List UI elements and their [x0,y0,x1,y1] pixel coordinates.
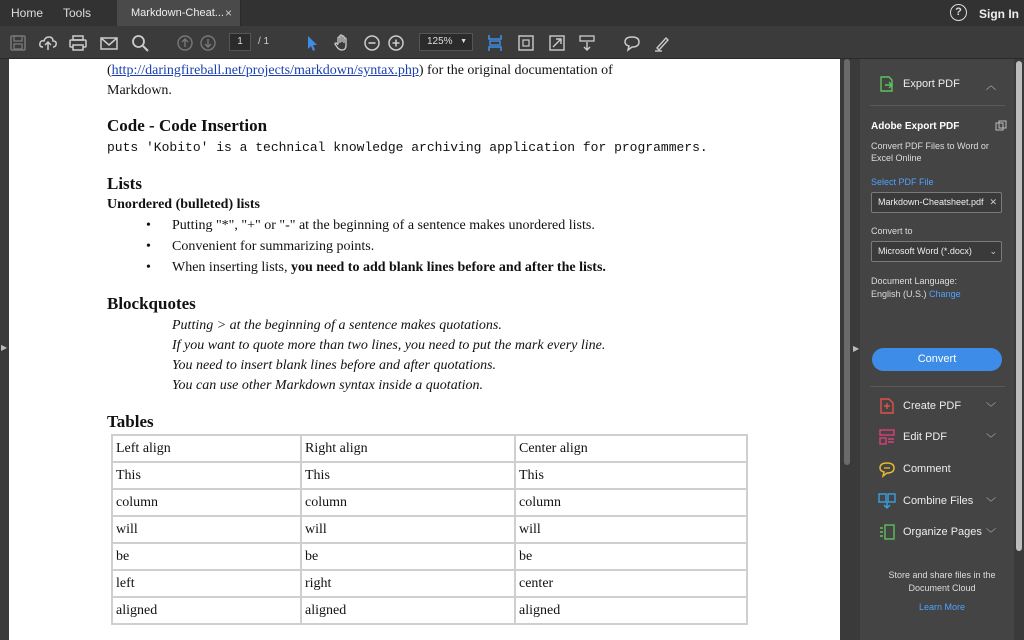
hand-tool-icon[interactable] [332,33,352,53]
page-total: / 1 [258,36,270,47]
list-item: • Putting "*", "+" or "-" at the beginning of a sentence makes unordered lists. [146,218,595,233]
blockquotes-heading: Blockquotes [107,294,196,313]
table-cell: aligned [112,597,301,624]
chevron-down-icon: ⌄ [989,246,997,256]
table-cell: left [112,570,301,597]
convert-to-label: Convert to [871,226,913,236]
comment-tool[interactable] [860,454,1014,484]
edit-pdf-icon [878,428,896,446]
table-cell: This [301,462,515,489]
table-cell: be [112,543,301,570]
table-cell: be [515,543,747,570]
document-tab-label: Markdown-Cheat... [131,7,224,19]
save-icon[interactable] [8,33,28,53]
quote-line: If you want to quote more than two lines, you need to put the mark every line. [172,338,606,353]
code-line: puts 'Kobito' is a technical knowledge archiving application for programmers. [107,140,708,155]
convert-to-value: Microsoft Word (*.docx) [878,246,972,256]
chevron-down-icon[interactable]: ﹀ [986,529,996,540]
comment-label: Comment [903,463,951,475]
export-pdf-tool[interactable] [860,69,1014,99]
chevron-down-icon: ▼ [460,38,467,45]
cloud-upload-icon[interactable] [38,33,58,53]
table-row [112,516,747,543]
create-pdf-label: Create PDF [903,400,962,412]
organize-pages-label: Organize Pages [903,526,982,538]
collapse-panel-icon[interactable]: ▶ [853,344,860,353]
read-mode-icon[interactable] [577,33,597,53]
create-pdf-tool[interactable] [860,391,1014,421]
comment-bubble-icon [878,460,896,478]
document-tab[interactable] [117,0,241,26]
chevron-down-icon[interactable]: ﹀ [986,403,996,414]
table-cell: will [515,516,747,543]
selected-file-name: Markdown-Cheatsheet.pdf [878,197,984,207]
document-viewport[interactable] [0,59,852,640]
full-screen-icon[interactable] [547,33,567,53]
table-row [112,543,747,570]
panel-splitter[interactable] [852,59,860,640]
tools-pane-scrollbar[interactable] [1014,59,1024,640]
document-scrollbar-thumb[interactable] [844,59,850,465]
previous-page-icon[interactable] [175,33,195,53]
combine-files-label: Combine Files [903,495,974,507]
table-cell: right [301,570,515,597]
table-cell: Left align [112,435,301,462]
table-row [112,435,747,462]
zoom-value: 125% [427,36,453,47]
export-description: Convert PDF Files to Word or Excel Online [871,141,989,163]
tools-menu[interactable]: Tools [63,6,92,20]
change-language-link[interactable]: Change [929,289,961,299]
table-row [112,570,747,597]
search-icon[interactable] [130,33,150,53]
close-tab-icon[interactable]: × [225,6,233,20]
intro-paragraph: (http://daringfireball.net/projects/markdown/syntax.php) for the original documentation of [107,63,613,78]
table-cell: This [515,462,747,489]
chevron-down-icon[interactable]: ﹀ [986,498,996,509]
document-language-label: Document Language: [871,276,958,286]
select-pdf-file-link[interactable]: Select PDF File [871,177,934,187]
table-cell: will [112,516,301,543]
organize-pages-icon [878,523,896,541]
learn-more-link[interactable]: Learn More [918,602,966,612]
quote-line: Putting > at the beginning of a sentence makes quotations. [172,318,502,333]
quote-line: You can use other Markdown syntax inside a quotation. [172,378,483,393]
export-pdf-label: Export PDF [903,78,960,90]
document-language-value: English (U.S.) [871,289,927,299]
export-pdf-icon [878,75,896,93]
next-page-icon[interactable] [198,33,218,53]
edit-pdf-label: Edit PDF [903,431,948,443]
sign-in-button[interactable]: Sign In [979,7,1019,21]
quote-line: You need to insert blank lines before and after quotations. [172,358,497,373]
document-language [871,275,961,301]
tables-heading: Tables [107,412,154,431]
markdown-table [111,434,748,625]
divider [870,105,1005,106]
table-cell: be [301,543,515,570]
table-cell: Center align [515,435,747,462]
copy-icon[interactable] [995,119,1007,131]
code-heading: Code - Code Insertion [107,116,268,135]
help-icon[interactable]: ? [950,4,967,21]
chevron-down-icon[interactable]: ﹀ [986,434,996,445]
clear-file-icon[interactable]: ✕ [989,197,997,207]
tools-pane [860,59,1014,640]
create-pdf-icon [878,397,896,415]
table-row [112,462,747,489]
lists-heading: Lists [107,174,142,193]
intro-paragraph-line2: Markdown. [107,83,172,98]
combine-files-icon [878,492,896,510]
table-cell: column [301,489,515,516]
zoom-out-icon[interactable] [362,33,382,53]
tools-pane-scrollbar-thumb[interactable] [1016,61,1022,551]
document-cloud-text: Store and share files in the Document Cloud [888,570,996,593]
table-cell: aligned [515,597,747,624]
document-scrollbar[interactable] [843,59,851,640]
scrolling-mode-icon[interactable] [485,33,505,53]
toolbar [0,26,1024,59]
fit-page-icon[interactable] [516,33,536,53]
table-row [112,489,747,516]
convert-to-select[interactable] [871,241,1002,262]
expand-left-pane-icon[interactable]: ▶ [1,343,8,352]
comment-icon[interactable] [622,33,642,53]
edit-pdf-tool[interactable] [860,422,1014,452]
print-icon[interactable] [68,33,88,53]
selected-file-field[interactable] [871,192,1002,213]
chevron-up-icon[interactable]: ︿ [986,81,996,92]
menu-bar [0,0,1024,26]
home-menu[interactable]: Home [11,6,44,20]
table-cell: column [515,489,747,516]
list-item: • When inserting lists, you need to add blank lines before and after the lists. [146,260,606,275]
unordered-heading: Unordered (bulleted) lists [107,197,260,212]
table-row [112,597,747,624]
list-item: • Convenient for summarizing points. [146,239,375,254]
highlight-pen-icon[interactable] [652,33,672,53]
page-number-input[interactable]: 1 [229,33,251,51]
combine-files-tool[interactable] [860,486,1014,516]
table-cell: column [112,489,301,516]
syntax-link[interactable]: http://daringfireball.net/projects/markdown/syntax.php [111,63,419,78]
zoom-in-icon[interactable] [386,33,406,53]
convert-button[interactable]: Convert [872,348,1002,371]
table-cell: center [515,570,747,597]
table-cell: This [112,462,301,489]
export-title: Adobe Export PDF [871,121,960,132]
table-cell: aligned [301,597,515,624]
pdf-page [9,59,840,640]
divider [870,386,1005,387]
email-icon[interactable] [99,33,119,53]
table-cell: will [301,516,515,543]
select-cursor-icon[interactable] [302,33,322,53]
zoom-select[interactable] [419,33,473,51]
organize-pages-tool[interactable] [860,517,1014,547]
table-cell: Right align [301,435,515,462]
